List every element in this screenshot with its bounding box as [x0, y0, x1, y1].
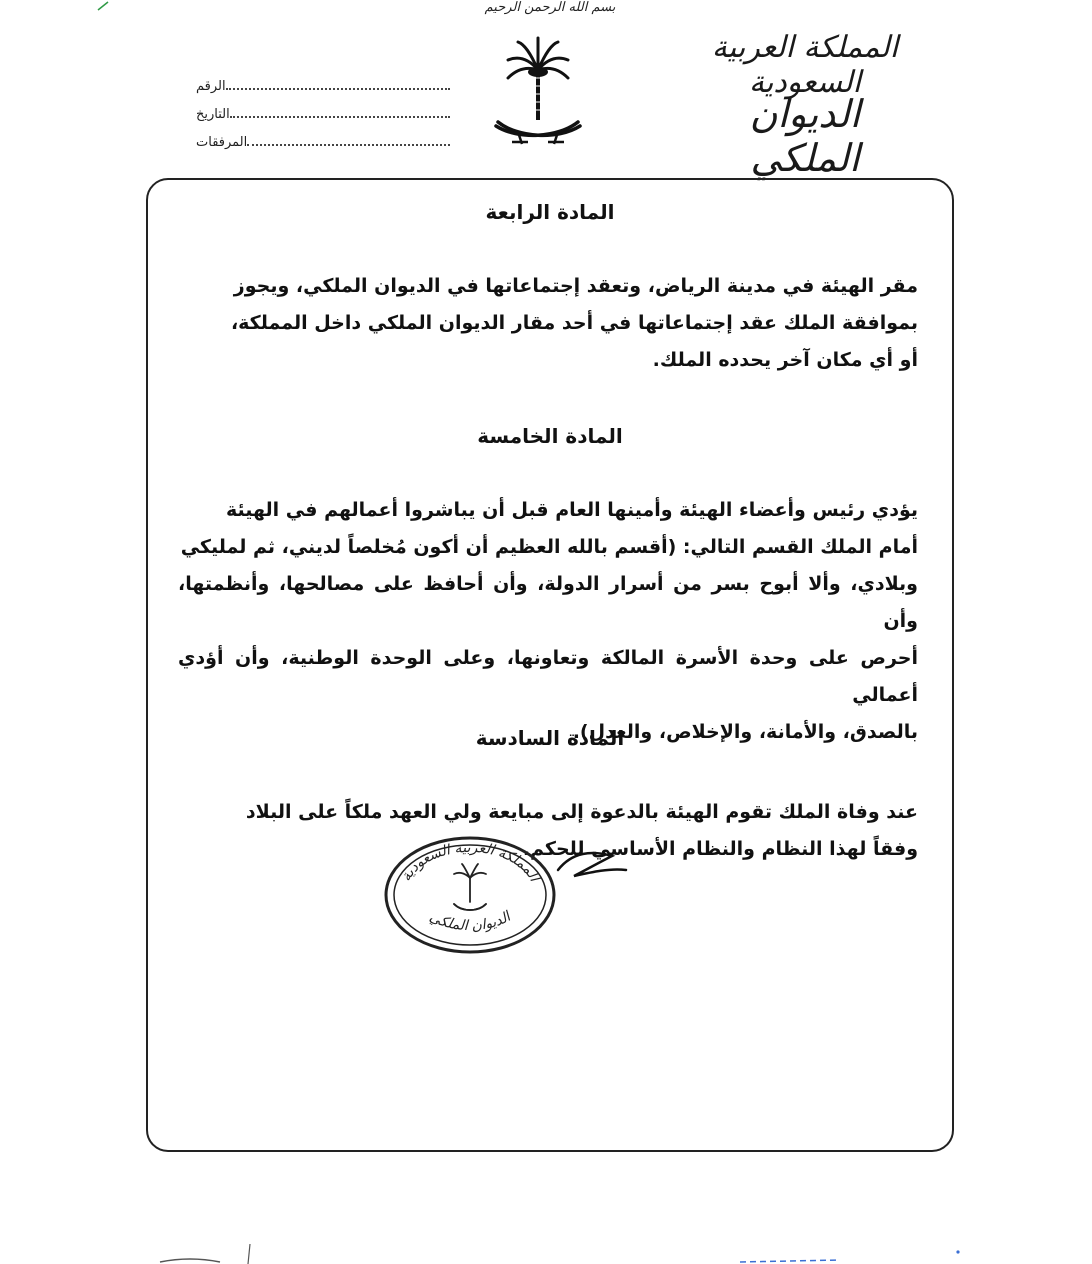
article-5-heading: المادة الخامسة: [477, 424, 623, 448]
field-attachments-line: [247, 134, 450, 146]
reference-fields: [190, 78, 450, 162]
article-4-line: بموافقة الملك عقد إجتماعاتها في أحد مقار الديوان الملكي داخل المملكة،: [230, 312, 918, 334]
article-5-text: [178, 492, 918, 751]
field-attachments: [190, 134, 450, 162]
basmala-header: بسم الله الرحمن الرحيم: [484, 0, 616, 15]
article-5-line: وبلادي، وألا أبوح بسر من أسرار الدولة، وأن أحافظ على مصالحها، وأنظمتها، وأن: [178, 573, 918, 632]
article-5-line: يؤدي رئيس وأعضاء الهيئة وأمينها العام قبل أن يباشروا أعمالهم في الهيئة: [225, 499, 918, 521]
article-4-heading: المادة الرابعة: [485, 200, 615, 224]
field-number-line: [226, 78, 450, 90]
kingdom-title: المملكة العربية السعودية: [711, 30, 899, 100]
field-number: [190, 78, 450, 106]
footer-marks: [140, 1240, 970, 1264]
article-4-line: مقر الهيئة في مدينة الرياض، وتعقد إجتماعاتها في الديوان الملكي، ويجوز: [233, 275, 918, 297]
field-number-label: الرقم: [196, 79, 226, 94]
royal-court-title: الديوان الملكي: [749, 92, 861, 180]
corner-mark-icon: [96, 0, 116, 12]
svg-text:الديوان الملكي: [427, 908, 515, 934]
article-5-line: بالصدق، والأمانة، والإخلاص، والعدل).: [572, 721, 918, 743]
article-4-line: أو أي مكان آخر يحدده الملك.: [652, 349, 918, 371]
article-6-heading: المادة السادسة: [475, 726, 625, 750]
article-5-line: أحرص على وحدة الأسرة المالكة وتعاونها، وعلى الوحدة الوطنية، وأن أؤدي أعمالي: [178, 647, 918, 706]
field-date: [190, 106, 450, 134]
field-date-label: التاريخ: [196, 107, 230, 122]
field-attachments-label: المرفقات: [196, 135, 248, 150]
article-6-line: عند وفاة الملك تقوم الهيئة بالدعوة إلى مبايعة ولي العهد ملكاً على البلاد: [245, 801, 918, 823]
article-4-text: [178, 268, 918, 379]
royal-court-seal-icon: [382, 834, 558, 956]
palm-and-swords-emblem-icon: [488, 34, 588, 154]
seal-bottom-text: الديوان الملكي: [426, 908, 514, 935]
seal-top-text: المملكة العربية السعودية: [398, 839, 543, 885]
article-5-line: أمام الملك القسم التالي: (أقسم بالله العظيم أن أكون مُخلصاً لديني، ثم لمليكي: [180, 536, 918, 558]
article-6-line: وفقاً لهذا النظام والنظام الأساسي للحكم.: [522, 838, 918, 860]
signature-icon: [552, 842, 632, 882]
field-date-line: [230, 106, 450, 118]
